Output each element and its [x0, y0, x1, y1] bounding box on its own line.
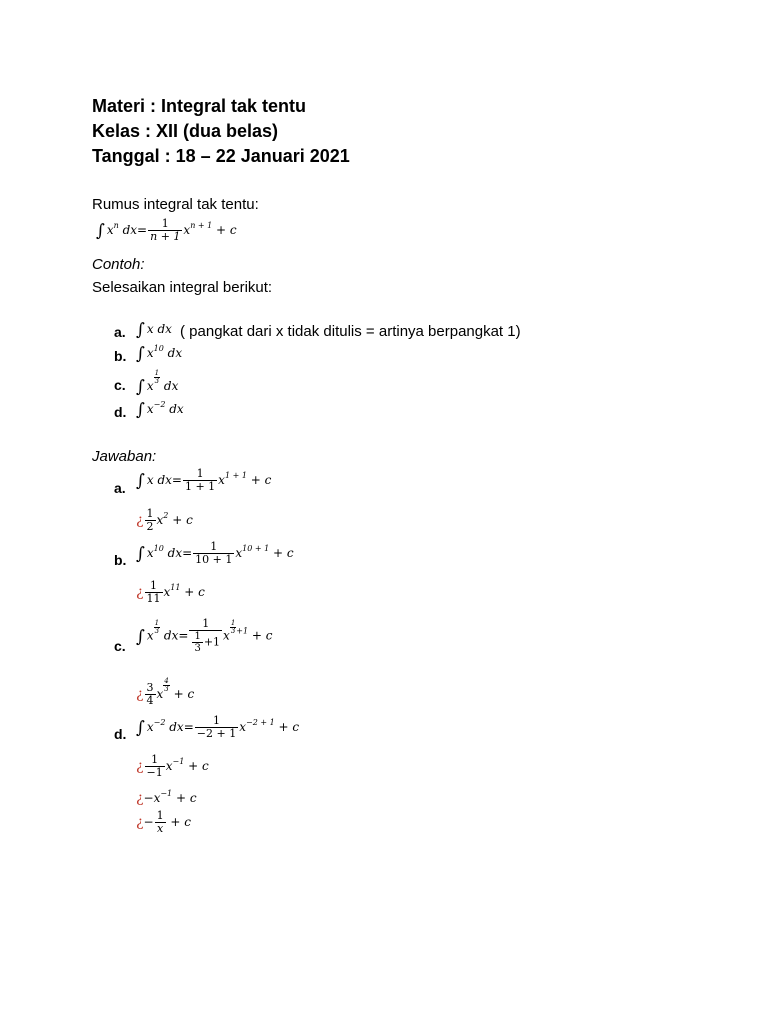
contoh-label: Contoh: — [92, 256, 145, 273]
header-kelas: Kelas : XII (dua belas) — [92, 121, 279, 141]
answer-a-label: a. — [114, 480, 126, 496]
problem-a-note: ( pangkat dari x tidak ditulis = artinya berpangkat 1) — [180, 323, 521, 340]
problem-d-expr: ∫ $x^{-2}$ dx — [136, 400, 184, 420]
header-tanggal: Tanggal : 18 – 22 Januari 2021 — [92, 146, 350, 166]
answer-c-step1: ∫ x $\frac{1}{3}$ dx= 1 $\frac{1}{3}$ +1 x $\frac{1}{3}$ $^{+1}$ + c — [136, 617, 273, 655]
problem-a-expr: ∫ x dx — [136, 320, 172, 340]
answer-b-step1: ∫ $x^{10}$ dx= $\frac{1}{10 + 1}$ $x^{10 + 1} + c$ — [136, 540, 294, 567]
answer-c-step2: ¿ $\frac{3}{4}$ x $\frac{4}{3}$ + c — [136, 677, 195, 707]
answer-c-label: c. — [114, 638, 126, 654]
problem-a-label: a. — [114, 324, 126, 340]
problem-b-label: b. — [114, 348, 127, 364]
problem-c-expr: ∫ x $\frac{1}{3}$ dx — [136, 369, 179, 397]
answer-a-step2: ¿ $\frac{1}{2}$ $x^2 + c$ — [136, 507, 193, 534]
rumus-label: Rumus integral tak tentu: — [92, 196, 259, 213]
answer-b-step2: ¿ $\frac{1}{11}$ $x^{11} + c$ — [136, 579, 205, 606]
problem-d-label: d. — [114, 404, 127, 420]
answer-d-step1: ∫ $x^{-2}$ dx= $\frac{1}{-2 + 1}$ $x^{-2 + 1} + c$ — [136, 714, 300, 741]
answer-d-step4: ¿− $\frac{1}{x}$ + c — [136, 809, 191, 836]
rumus-formula: ∫ $x^n$ dx= $\frac{1}{n + 1}$ $x^{n + 1} + c$ — [96, 217, 237, 244]
answer-d-step2: ¿ $\frac{1}{-1}$ $x^{-1} + c$ — [136, 753, 209, 780]
instruction: Selesaikan integral berikut: — [92, 279, 273, 296]
problem-b-expr: ∫ $x^{10}$ dx — [136, 344, 183, 364]
answer-d-label: d. — [114, 726, 127, 742]
header-materi: Materi : Integral tak tentu — [92, 96, 307, 116]
answer-a-step1: ∫ x dx= $\frac{1}{1 + 1}$ $x^{1 + 1} + c$ — [136, 467, 272, 494]
problem-c-label: c. — [114, 377, 126, 393]
jawaban-label: Jawaban: — [92, 448, 157, 465]
answer-d-step3: ¿$-x^{-1} + c$ — [136, 789, 197, 806]
answer-b-label: b. — [114, 552, 127, 568]
